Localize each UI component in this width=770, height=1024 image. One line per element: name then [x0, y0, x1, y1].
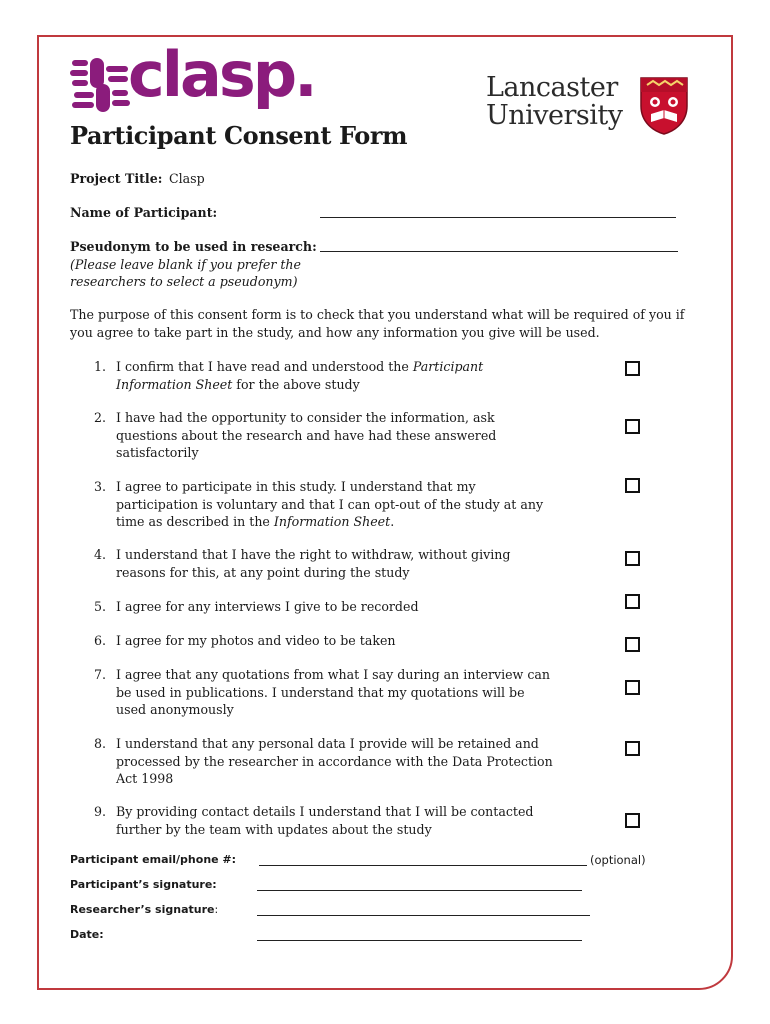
- item-text-end: .: [390, 514, 395, 529]
- consent-checkbox-3[interactable]: [625, 478, 640, 493]
- item-text-end: for the above study: [232, 376, 360, 392]
- item-text: By providing contact details I understand that I will be contacted further by the team with updates about the study: [116, 804, 534, 837]
- researcher-signature-text: Researcher’s signature: [70, 903, 215, 916]
- item-text: I understand that any personal data I provide will be retained and processed by the researcher in accordance with the Data Protection Act 1998: [116, 736, 553, 786]
- item-text: I agree to participate in this study. I understand that my participation is voluntary and that I can opt-out of the study at any time as described in the: [116, 479, 544, 529]
- item-number: 9.: [94, 804, 107, 819]
- item-text: I agree for my photos and video to be taken: [116, 633, 396, 648]
- researcher-signature-colon: :: [214, 903, 219, 916]
- consent-item-8: [94, 735, 554, 788]
- pseudonym-label: Pseudonym to be used in research:: [70, 239, 317, 254]
- project-title-value: Clasp: [169, 171, 205, 186]
- consent-item-3: [94, 478, 554, 531]
- university-wordmark: [486, 74, 623, 130]
- consent-item-1: [94, 358, 554, 393]
- consent-item-9: [94, 803, 554, 838]
- consent-checkbox-5[interactable]: [625, 594, 640, 609]
- consent-item-2: [94, 409, 554, 462]
- lancaster-university-logo: [486, 74, 696, 140]
- consent-item-5: [94, 598, 554, 616]
- optional-note: (optional): [590, 853, 646, 867]
- item-text: I agree for any interviews I give to be recorded: [116, 599, 419, 614]
- date-field[interactable]: [257, 940, 582, 941]
- consent-item-7: [94, 666, 554, 719]
- email-phone-field[interactable]: [259, 865, 587, 866]
- clasp-wordmark: clasp.: [128, 38, 315, 111]
- purpose-paragraph: The purpose of this consent form is to check that you understand what will be required of you if you agree to take part in the study, and how any information you give will be used.: [70, 307, 685, 340]
- participant-name-field[interactable]: [320, 217, 676, 218]
- item-text: I agree that any quotations from what I say during an interview can be used in publications. I understand that my quotations will be used anonymously: [116, 667, 551, 717]
- item-text: I confirm that I have read and understood the: [116, 359, 413, 374]
- consent-checkbox-1[interactable]: [625, 361, 640, 376]
- item-number: 8.: [94, 736, 107, 751]
- participant-signature-label: Participant’s signature:: [70, 878, 217, 891]
- pseudonym-note-line-2: researchers to select a pseudonym): [70, 274, 298, 289]
- item-text: I understand that I have the right to withdraw, without giving reasons for this, at any point during the study: [116, 547, 511, 580]
- consent-checkbox-6[interactable]: [625, 637, 640, 652]
- consent-item-4: [94, 546, 554, 581]
- item-number: 3.: [94, 479, 107, 494]
- consent-item-6: [94, 632, 554, 650]
- item-text-italic: Information Sheet: [273, 514, 391, 529]
- consent-checkbox-9[interactable]: [625, 813, 640, 828]
- item-number: 1.: [94, 359, 107, 374]
- item-number: 7.: [94, 667, 107, 682]
- participant-name-label: Name of Participant:: [70, 205, 218, 220]
- pseudonym-field[interactable]: [320, 251, 678, 252]
- item-number: 6.: [94, 633, 107, 648]
- consent-checkbox-8[interactable]: [625, 741, 640, 756]
- researcher-signature-label: [70, 903, 218, 916]
- project-title-label: Project Title:: [70, 171, 163, 186]
- consent-checkbox-4[interactable]: [625, 551, 640, 566]
- clasp-logo: [70, 38, 315, 114]
- item-number: 4.: [94, 547, 107, 562]
- item-text: I have had the opportunity to consider the information, ask questions about the research and have had these answered satisfactorily: [116, 410, 497, 460]
- consent-checkbox-2[interactable]: [625, 419, 640, 434]
- university-crest-icon: [639, 76, 689, 136]
- researcher-signature-field[interactable]: [257, 915, 590, 916]
- item-number: 5.: [94, 599, 107, 614]
- pseudonym-note-line-1: (Please leave blank if you prefer the: [70, 257, 301, 272]
- date-label: Date:: [70, 928, 104, 941]
- university-line-2: University: [486, 100, 623, 131]
- email-phone-label: Participant email/phone #:: [70, 853, 237, 866]
- page-title: Participant Consent Form: [70, 121, 408, 150]
- item-number: 2.: [94, 410, 107, 425]
- consent-checkbox-7[interactable]: [625, 680, 640, 695]
- university-line-1: Lancaster: [486, 72, 618, 103]
- clasp-hands-icon: [70, 56, 130, 116]
- participant-signature-field[interactable]: [257, 890, 582, 891]
- item-text-italic: Participant Information Sheet: [116, 359, 484, 392]
